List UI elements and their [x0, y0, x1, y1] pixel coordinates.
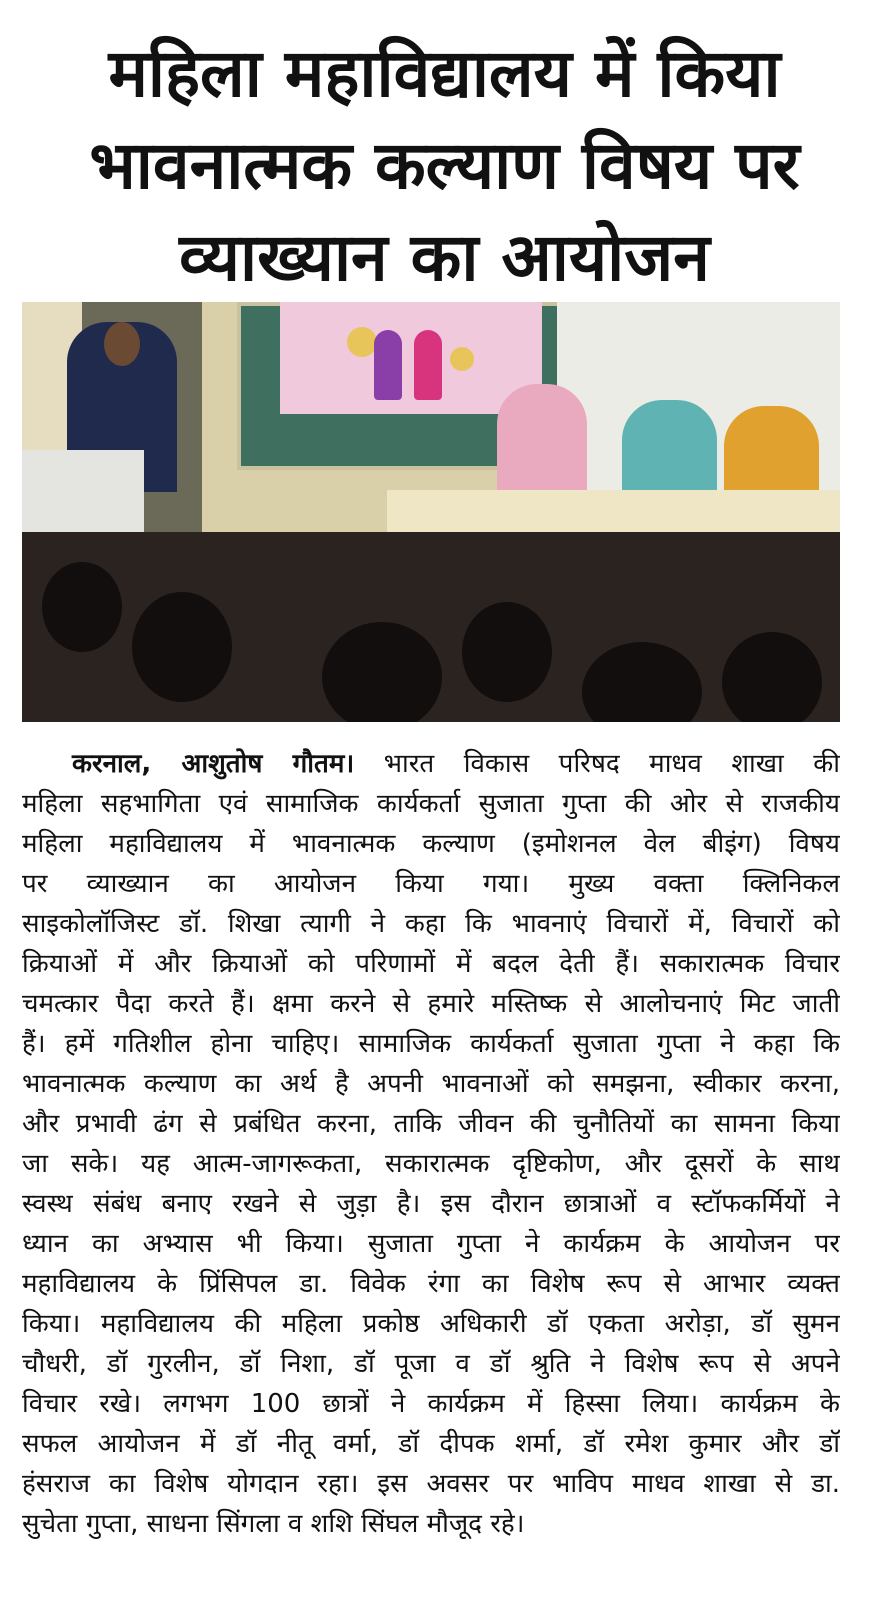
event-photo	[22, 302, 840, 722]
headline	[0, 28, 889, 304]
photo-audience-head	[462, 602, 552, 702]
photo-audience-head	[42, 562, 122, 652]
article-line: और प्रभावी ढंग से प्रबंधित करना, ताकि जीवन की चुनौतियों का सामना किया	[22, 1109, 840, 1139]
article-line: चौधरी, डॉ गुरलीन, डॉ निशा, डॉ पूजा व डॉ श्रुति ने विशेष रूप से अपने	[22, 1349, 840, 1379]
article-line: साइकोलॉजिस्ट डॉ. शिखा त्यागी ने कहा कि भावनाएं विचारों में, विचारों को	[22, 909, 840, 939]
article-line: पर व्याख्यान का आयोजन किया गया। मुख्य वक्ता क्लिनिकल	[22, 869, 840, 899]
banner-flower-icon	[347, 327, 377, 357]
article-line: क्रियाओं में और क्रियाओं को परिणामों में बदल देती हैं। सकारात्मक विचार	[22, 949, 840, 979]
article-line: महाविद्यालय के प्रिंसिपल डा. विवेक रंगा का विशेष रूप से आभार व्यक्त	[22, 1269, 840, 1299]
article-line: ध्यान का अभ्यास भी किया। सुजाता गुप्ता ने कार्यक्रम के आयोजन पर	[22, 1229, 840, 1259]
headline-line: भावनात्मक कल्याण विषय पर	[89, 127, 800, 204]
photo-audience-head	[322, 622, 442, 722]
photo-audience-head	[132, 592, 232, 702]
article-line: जा सके। यह आत्म-जागरूकता, सकारात्मक दृष्टिकोण, और दूसरों के साथ	[22, 1149, 840, 1179]
article-body	[22, 744, 840, 1544]
article-line: महिला सहभागिता एवं सामाजिक कार्यकर्ता सुजाता गुप्ता की ओर से राजकीय	[22, 789, 840, 819]
banner-flower-icon	[450, 347, 474, 371]
photo-guest	[497, 384, 587, 502]
article-line	[22, 744, 840, 784]
article-line: सफल आयोजन में डॉ नीतू वर्मा, डॉ दीपक शर्मा, डॉ रमेश कुमार और डॉ	[22, 1429, 840, 1459]
article-line: हंसराज का विशेष योगदान रहा। इस अवसर पर भाविप माधव शाखा से डा.	[22, 1469, 840, 1499]
headline-line: महिला महाविद्यालय में किया	[108, 35, 781, 112]
article-line: चमत्कार पैदा करते हैं। क्षमा करने से हमारे मस्तिष्क से आलोचनाएं मिट जाती	[22, 989, 840, 1019]
article-line: स्वस्थ संबंध बनाए रखने से जुड़ा है। इस दौरान छात्राओं व स्टॉफकर्मियों ने	[22, 1189, 840, 1219]
article-line: हैं। हमें गतिशील होना चाहिए। सामाजिक कार्यकर्ता सुजाता गुप्ता ने कहा कि	[22, 1029, 840, 1059]
article-line: विचार रखे। लगभग 100 छात्रों ने कार्यक्रम में हिस्सा लिया। कार्यक्रम के	[22, 1389, 840, 1419]
banner-figure-icon	[374, 330, 402, 400]
banner-figure-icon	[414, 330, 442, 400]
article-line: किया। महाविद्यालय की महिला प्रकोष्ठ अधिकारी डॉ एकता अरोड़ा, डॉ सुमन	[22, 1309, 840, 1339]
photo-banner	[280, 302, 542, 414]
article-line: सुचेता गुप्ता, साधना सिंगला व शशि सिंघल मौजूद रहे।	[22, 1509, 525, 1539]
photo-speaker-head	[104, 322, 140, 366]
article-line: भावनात्मक कल्याण का अर्थ है अपनी भावनाओं को समझना, स्वीकार करना,	[22, 1069, 840, 1099]
headline-line: व्याख्यान का आयोजन	[179, 219, 710, 296]
article-line: महिला महाविद्यालय में भावनात्मक कल्याण (इमोशनल वेल बीइंग) विषय	[22, 829, 840, 859]
dateline: करनाल, आशुतोष गौतम।	[72, 749, 355, 779]
article-text: भारत विकास परिषद माधव शाखा की	[354, 749, 840, 779]
photo-audience-head	[722, 632, 822, 722]
